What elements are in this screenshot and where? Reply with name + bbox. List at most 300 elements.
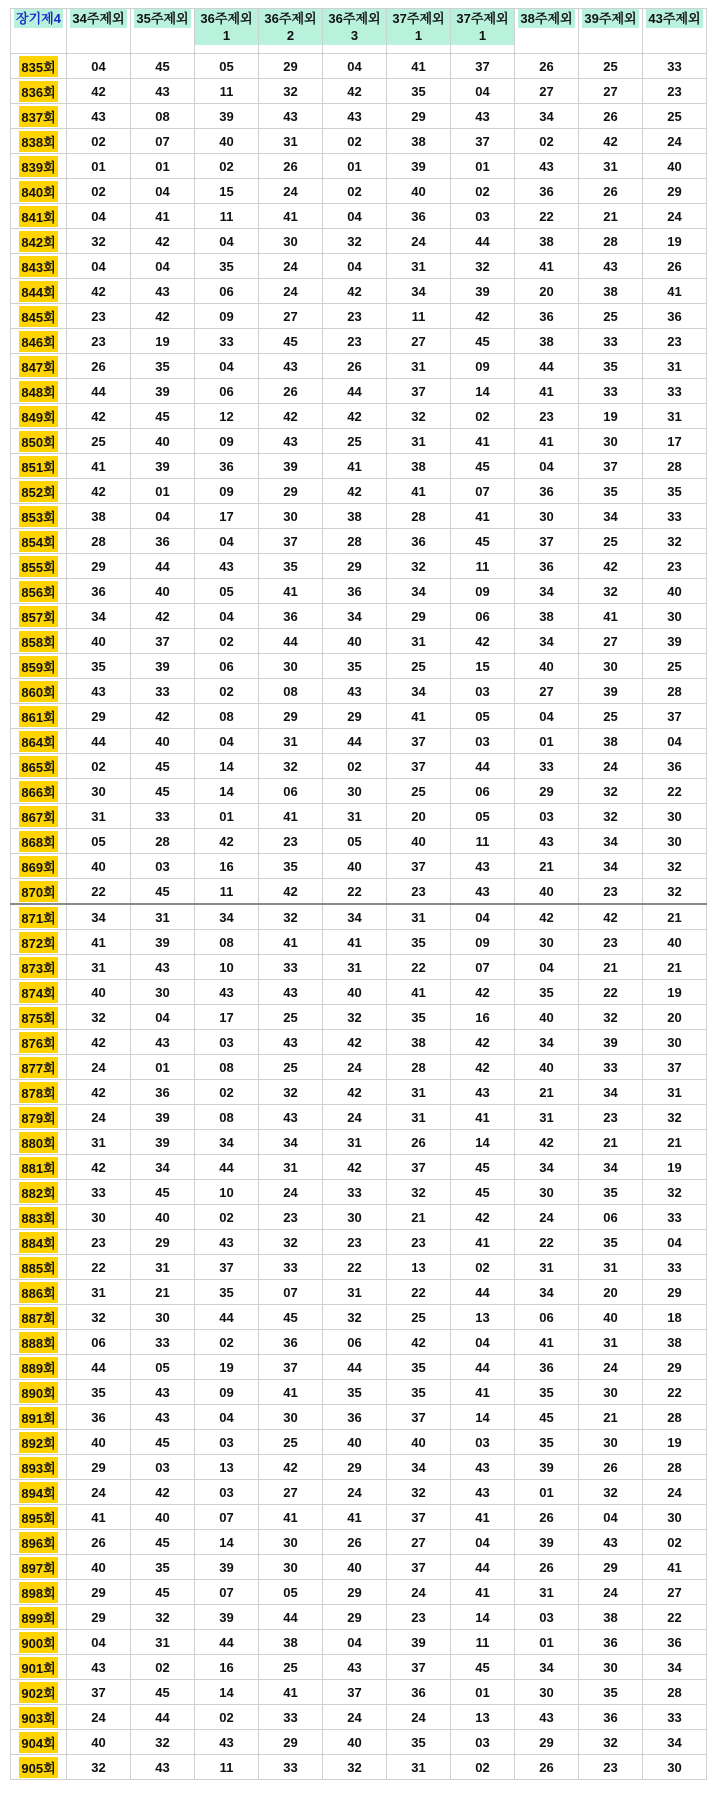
number-cell[interactable]: 31	[387, 429, 451, 454]
number-cell[interactable]: 42	[323, 1155, 387, 1180]
number-cell[interactable]: 39	[643, 629, 707, 654]
number-cell[interactable]: 11	[195, 204, 259, 229]
number-cell[interactable]: 06	[451, 779, 515, 804]
number-cell[interactable]: 29	[259, 54, 323, 79]
number-cell[interactable]: 43	[515, 829, 579, 854]
number-cell[interactable]: 32	[579, 1730, 643, 1755]
number-cell[interactable]: 30	[579, 1380, 643, 1405]
number-cell[interactable]: 33	[643, 379, 707, 404]
number-cell[interactable]: 36	[323, 579, 387, 604]
number-cell[interactable]: 32	[387, 554, 451, 579]
number-cell[interactable]: 32	[579, 779, 643, 804]
number-cell[interactable]: 38	[515, 329, 579, 354]
round-cell[interactable]	[11, 379, 67, 404]
number-cell[interactable]: 40	[515, 1055, 579, 1080]
number-cell[interactable]: 35	[515, 1430, 579, 1455]
number-cell[interactable]: 40	[67, 1430, 131, 1455]
number-cell[interactable]: 27	[643, 1580, 707, 1605]
number-cell[interactable]: 25	[579, 529, 643, 554]
round-cell[interactable]	[11, 1605, 67, 1630]
number-cell[interactable]: 30	[579, 429, 643, 454]
number-cell[interactable]: 24	[259, 254, 323, 279]
number-cell[interactable]: 06	[195, 279, 259, 304]
round-cell[interactable]	[11, 504, 67, 529]
number-cell[interactable]: 04	[67, 204, 131, 229]
number-cell[interactable]: 03	[451, 679, 515, 704]
number-cell[interactable]: 30	[579, 1430, 643, 1455]
number-cell[interactable]: 39	[387, 1630, 451, 1655]
number-cell[interactable]: 30	[259, 1405, 323, 1430]
number-cell[interactable]: 30	[643, 1505, 707, 1530]
number-cell[interactable]: 29	[67, 1605, 131, 1630]
number-cell[interactable]: 44	[451, 754, 515, 779]
number-cell[interactable]: 26	[323, 354, 387, 379]
number-cell[interactable]: 27	[515, 679, 579, 704]
number-cell[interactable]: 14	[195, 1530, 259, 1555]
number-cell[interactable]: 40	[131, 579, 195, 604]
number-cell[interactable]: 44	[515, 354, 579, 379]
number-cell[interactable]: 25	[259, 1655, 323, 1680]
number-cell[interactable]: 43	[323, 104, 387, 129]
number-cell[interactable]: 11	[195, 1755, 259, 1780]
number-cell[interactable]: 39	[195, 104, 259, 129]
header-cell[interactable]: 35주제외	[131, 9, 195, 54]
number-cell[interactable]: 42	[579, 129, 643, 154]
number-cell[interactable]: 06	[195, 379, 259, 404]
number-cell[interactable]: 40	[323, 1730, 387, 1755]
number-cell[interactable]: 04	[451, 79, 515, 104]
number-cell[interactable]: 26	[387, 1130, 451, 1155]
number-cell[interactable]: 28	[67, 529, 131, 554]
number-cell[interactable]: 43	[259, 104, 323, 129]
number-cell[interactable]: 34	[579, 1080, 643, 1105]
number-cell[interactable]: 32	[323, 1005, 387, 1030]
number-cell[interactable]: 35	[579, 479, 643, 504]
number-cell[interactable]: 31	[579, 1330, 643, 1355]
number-cell[interactable]: 32	[323, 1305, 387, 1330]
number-cell[interactable]: 02	[195, 679, 259, 704]
number-cell[interactable]: 42	[451, 1055, 515, 1080]
number-cell[interactable]: 31	[387, 1080, 451, 1105]
number-cell[interactable]: 03	[515, 804, 579, 829]
number-cell[interactable]: 04	[515, 955, 579, 980]
number-cell[interactable]: 25	[259, 1055, 323, 1080]
number-cell[interactable]: 22	[323, 1255, 387, 1280]
number-cell[interactable]: 29	[323, 1455, 387, 1480]
number-cell[interactable]: 41	[131, 204, 195, 229]
number-cell[interactable]: 41	[451, 429, 515, 454]
number-cell[interactable]: 38	[515, 604, 579, 629]
round-cell[interactable]	[11, 529, 67, 554]
number-cell[interactable]: 13	[451, 1705, 515, 1730]
number-cell[interactable]: 36	[515, 1355, 579, 1380]
round-cell[interactable]	[11, 129, 67, 154]
round-cell[interactable]	[11, 1080, 67, 1105]
number-cell[interactable]: 36	[323, 1405, 387, 1430]
number-cell[interactable]: 05	[259, 1580, 323, 1605]
number-cell[interactable]: 40	[515, 654, 579, 679]
number-cell[interactable]: 41	[323, 1505, 387, 1530]
round-cell[interactable]	[11, 704, 67, 729]
number-cell[interactable]: 32	[67, 1755, 131, 1780]
number-cell[interactable]: 16	[195, 1655, 259, 1680]
number-cell[interactable]: 36	[67, 579, 131, 604]
number-cell[interactable]: 05	[195, 579, 259, 604]
number-cell[interactable]: 40	[643, 154, 707, 179]
number-cell[interactable]: 08	[131, 104, 195, 129]
number-cell[interactable]: 32	[643, 529, 707, 554]
round-cell[interactable]	[11, 479, 67, 504]
number-cell[interactable]: 21	[131, 1280, 195, 1305]
number-cell[interactable]: 22	[515, 1230, 579, 1255]
number-cell[interactable]: 32	[643, 1105, 707, 1130]
round-cell[interactable]	[11, 930, 67, 955]
number-cell[interactable]: 45	[451, 529, 515, 554]
number-cell[interactable]: 02	[67, 754, 131, 779]
number-cell[interactable]: 36	[131, 1080, 195, 1105]
number-cell[interactable]: 38	[579, 1605, 643, 1630]
number-cell[interactable]: 38	[579, 729, 643, 754]
number-cell[interactable]: 43	[131, 279, 195, 304]
number-cell[interactable]: 10	[195, 955, 259, 980]
number-cell[interactable]: 24	[579, 1580, 643, 1605]
number-cell[interactable]: 43	[131, 79, 195, 104]
number-cell[interactable]: 43	[451, 1080, 515, 1105]
number-cell[interactable]: 06	[195, 654, 259, 679]
number-cell[interactable]: 42	[387, 1330, 451, 1355]
number-cell[interactable]: 35	[387, 79, 451, 104]
number-cell[interactable]: 40	[67, 1555, 131, 1580]
round-cell[interactable]	[11, 654, 67, 679]
number-cell[interactable]: 24	[387, 1580, 451, 1605]
number-cell[interactable]: 43	[259, 429, 323, 454]
number-cell[interactable]: 31	[579, 1255, 643, 1280]
number-cell[interactable]: 08	[195, 1105, 259, 1130]
round-cell[interactable]	[11, 604, 67, 629]
number-cell[interactable]: 30	[131, 980, 195, 1005]
number-cell[interactable]: 07	[259, 1280, 323, 1305]
number-cell[interactable]: 32	[579, 1480, 643, 1505]
number-cell[interactable]: 21	[643, 955, 707, 980]
number-cell[interactable]: 25	[643, 654, 707, 679]
number-cell[interactable]: 40	[323, 980, 387, 1005]
round-cell[interactable]	[11, 204, 67, 229]
number-cell[interactable]: 32	[259, 754, 323, 779]
number-cell[interactable]: 22	[67, 1255, 131, 1280]
number-cell[interactable]: 21	[579, 204, 643, 229]
number-cell[interactable]: 36	[579, 1705, 643, 1730]
number-cell[interactable]: 34	[323, 604, 387, 629]
number-cell[interactable]: 24	[387, 1705, 451, 1730]
number-cell[interactable]: 37	[387, 1655, 451, 1680]
number-cell[interactable]: 32	[387, 1180, 451, 1205]
number-cell[interactable]: 39	[515, 1455, 579, 1480]
number-cell[interactable]: 41	[387, 479, 451, 504]
header-cell[interactable]: 34주제외	[67, 9, 131, 54]
number-cell[interactable]: 41	[643, 1555, 707, 1580]
number-cell[interactable]: 14	[451, 1130, 515, 1155]
header-cell[interactable]: 36주제외2	[259, 9, 323, 54]
number-cell[interactable]: 04	[451, 1330, 515, 1355]
round-cell[interactable]	[11, 1630, 67, 1655]
number-cell[interactable]: 34	[387, 579, 451, 604]
number-cell[interactable]: 27	[259, 1480, 323, 1505]
number-cell[interactable]: 04	[67, 254, 131, 279]
number-cell[interactable]: 37	[387, 1155, 451, 1180]
number-cell[interactable]: 16	[451, 1005, 515, 1030]
number-cell[interactable]: 32	[387, 404, 451, 429]
number-cell[interactable]: 05	[131, 1355, 195, 1380]
number-cell[interactable]: 42	[131, 1480, 195, 1505]
number-cell[interactable]: 07	[195, 1505, 259, 1530]
number-cell[interactable]: 25	[643, 104, 707, 129]
round-cell[interactable]	[11, 1505, 67, 1530]
number-cell[interactable]: 30	[259, 654, 323, 679]
number-cell[interactable]: 09	[451, 579, 515, 604]
number-cell[interactable]: 40	[643, 930, 707, 955]
number-cell[interactable]: 37	[259, 529, 323, 554]
number-cell[interactable]: 25	[579, 54, 643, 79]
number-cell[interactable]: 35	[195, 1280, 259, 1305]
number-cell[interactable]: 31	[387, 1755, 451, 1780]
number-cell[interactable]: 32	[259, 1230, 323, 1255]
number-cell[interactable]: 29	[323, 554, 387, 579]
number-cell[interactable]: 28	[643, 679, 707, 704]
number-cell[interactable]: 38	[323, 504, 387, 529]
number-cell[interactable]: 30	[323, 1205, 387, 1230]
number-cell[interactable]: 43	[195, 1230, 259, 1255]
number-cell[interactable]: 23	[579, 1755, 643, 1780]
number-cell[interactable]: 02	[195, 629, 259, 654]
number-cell[interactable]: 03	[515, 1605, 579, 1630]
number-cell[interactable]: 31	[515, 1105, 579, 1130]
number-cell[interactable]: 43	[259, 1105, 323, 1130]
number-cell[interactable]: 26	[579, 1455, 643, 1480]
number-cell[interactable]: 37	[195, 1255, 259, 1280]
number-cell[interactable]: 30	[579, 654, 643, 679]
number-cell[interactable]: 29	[643, 1280, 707, 1305]
number-cell[interactable]: 26	[67, 1530, 131, 1555]
number-cell[interactable]: 33	[323, 1180, 387, 1205]
number-cell[interactable]: 43	[259, 980, 323, 1005]
header-cell[interactable]: 43주제외	[643, 9, 707, 54]
number-cell[interactable]: 34	[515, 104, 579, 129]
number-cell[interactable]: 35	[515, 1380, 579, 1405]
number-cell[interactable]: 24	[67, 1705, 131, 1730]
number-cell[interactable]: 34	[387, 279, 451, 304]
number-cell[interactable]: 23	[643, 79, 707, 104]
number-cell[interactable]: 08	[195, 704, 259, 729]
number-cell[interactable]: 42	[323, 404, 387, 429]
number-cell[interactable]: 31	[67, 1280, 131, 1305]
number-cell[interactable]: 41	[259, 930, 323, 955]
number-cell[interactable]: 42	[451, 1030, 515, 1055]
round-cell[interactable]	[11, 904, 67, 930]
number-cell[interactable]: 36	[643, 1630, 707, 1655]
number-cell[interactable]: 04	[131, 504, 195, 529]
number-cell[interactable]: 44	[451, 1555, 515, 1580]
number-cell[interactable]: 41	[387, 54, 451, 79]
number-cell[interactable]: 45	[451, 454, 515, 479]
number-cell[interactable]: 43	[131, 1380, 195, 1405]
number-cell[interactable]: 31	[515, 1580, 579, 1605]
number-cell[interactable]: 34	[67, 604, 131, 629]
round-cell[interactable]	[11, 1680, 67, 1705]
number-cell[interactable]: 10	[195, 1180, 259, 1205]
number-cell[interactable]: 19	[643, 1430, 707, 1455]
number-cell[interactable]: 32	[67, 1305, 131, 1330]
round-cell[interactable]	[11, 1330, 67, 1355]
round-cell[interactable]	[11, 254, 67, 279]
number-cell[interactable]: 29	[515, 779, 579, 804]
number-cell[interactable]: 22	[643, 779, 707, 804]
header-cell[interactable]: 36주제외3	[323, 9, 387, 54]
number-cell[interactable]: 29	[259, 1730, 323, 1755]
number-cell[interactable]: 03	[195, 1030, 259, 1055]
number-cell[interactable]: 37	[451, 129, 515, 154]
number-cell[interactable]: 03	[131, 854, 195, 879]
number-cell[interactable]: 30	[515, 1680, 579, 1705]
number-cell[interactable]: 40	[643, 579, 707, 604]
number-cell[interactable]: 42	[259, 1455, 323, 1480]
number-cell[interactable]: 45	[259, 1305, 323, 1330]
number-cell[interactable]: 01	[323, 154, 387, 179]
number-cell[interactable]: 29	[131, 1230, 195, 1255]
number-cell[interactable]: 22	[67, 879, 131, 905]
round-cell[interactable]	[11, 1530, 67, 1555]
number-cell[interactable]: 04	[579, 1505, 643, 1530]
number-cell[interactable]: 26	[67, 354, 131, 379]
number-cell[interactable]: 23	[643, 329, 707, 354]
number-cell[interactable]: 40	[131, 1205, 195, 1230]
number-cell[interactable]: 36	[387, 204, 451, 229]
number-cell[interactable]: 31	[387, 354, 451, 379]
round-cell[interactable]	[11, 429, 67, 454]
round-cell[interactable]	[11, 1280, 67, 1305]
number-cell[interactable]: 21	[643, 1130, 707, 1155]
number-cell[interactable]: 01	[131, 479, 195, 504]
number-cell[interactable]: 34	[515, 579, 579, 604]
number-cell[interactable]: 06	[515, 1305, 579, 1330]
number-cell[interactable]: 29	[67, 1455, 131, 1480]
number-cell[interactable]: 36	[643, 754, 707, 779]
number-cell[interactable]: 38	[515, 229, 579, 254]
round-cell[interactable]	[11, 1430, 67, 1455]
number-cell[interactable]: 11	[195, 879, 259, 905]
number-cell[interactable]: 40	[323, 854, 387, 879]
number-cell[interactable]: 37	[323, 1680, 387, 1705]
number-cell[interactable]: 39	[579, 1030, 643, 1055]
number-cell[interactable]: 31	[131, 904, 195, 930]
round-cell[interactable]	[11, 779, 67, 804]
number-cell[interactable]: 02	[195, 1330, 259, 1355]
number-cell[interactable]: 31	[259, 729, 323, 754]
number-cell[interactable]: 29	[67, 704, 131, 729]
round-cell[interactable]	[11, 229, 67, 254]
round-cell[interactable]	[11, 279, 67, 304]
number-cell[interactable]: 17	[195, 504, 259, 529]
number-cell[interactable]: 32	[579, 804, 643, 829]
round-cell[interactable]	[11, 1455, 67, 1480]
number-cell[interactable]: 35	[579, 1230, 643, 1255]
number-cell[interactable]: 09	[195, 304, 259, 329]
number-cell[interactable]: 31	[323, 804, 387, 829]
number-cell[interactable]: 42	[451, 1205, 515, 1230]
number-cell[interactable]: 21	[643, 904, 707, 930]
number-cell[interactable]: 34	[643, 1655, 707, 1680]
number-cell[interactable]: 31	[259, 129, 323, 154]
number-cell[interactable]: 06	[451, 604, 515, 629]
round-cell[interactable]	[11, 154, 67, 179]
number-cell[interactable]: 34	[579, 829, 643, 854]
number-cell[interactable]: 40	[131, 429, 195, 454]
number-cell[interactable]: 04	[323, 1630, 387, 1655]
number-cell[interactable]: 06	[579, 1205, 643, 1230]
number-cell[interactable]: 40	[67, 629, 131, 654]
number-cell[interactable]: 33	[579, 1055, 643, 1080]
number-cell[interactable]: 31	[387, 629, 451, 654]
number-cell[interactable]: 26	[259, 379, 323, 404]
number-cell[interactable]: 21	[579, 1405, 643, 1430]
number-cell[interactable]: 30	[515, 504, 579, 529]
number-cell[interactable]: 37	[387, 854, 451, 879]
number-cell[interactable]: 23	[579, 879, 643, 905]
round-cell[interactable]	[11, 1155, 67, 1180]
number-cell[interactable]: 30	[515, 1180, 579, 1205]
number-cell[interactable]: 02	[451, 1755, 515, 1780]
number-cell[interactable]: 32	[67, 229, 131, 254]
number-cell[interactable]: 38	[387, 1030, 451, 1055]
number-cell[interactable]: 35	[387, 1380, 451, 1405]
number-cell[interactable]: 43	[515, 1705, 579, 1730]
number-cell[interactable]: 43	[451, 1480, 515, 1505]
number-cell[interactable]: 34	[323, 904, 387, 930]
number-cell[interactable]: 24	[323, 1105, 387, 1130]
round-cell[interactable]	[11, 354, 67, 379]
number-cell[interactable]: 23	[259, 829, 323, 854]
number-cell[interactable]: 33	[515, 754, 579, 779]
number-cell[interactable]: 26	[643, 254, 707, 279]
number-cell[interactable]: 07	[451, 955, 515, 980]
number-cell[interactable]: 31	[643, 404, 707, 429]
number-cell[interactable]: 39	[195, 1605, 259, 1630]
number-cell[interactable]: 44	[195, 1630, 259, 1655]
number-cell[interactable]: 39	[515, 1530, 579, 1555]
number-cell[interactable]: 17	[643, 429, 707, 454]
number-cell[interactable]: 31	[643, 354, 707, 379]
number-cell[interactable]: 35	[643, 479, 707, 504]
number-cell[interactable]: 42	[515, 904, 579, 930]
number-cell[interactable]: 43	[451, 104, 515, 129]
number-cell[interactable]: 37	[451, 54, 515, 79]
number-cell[interactable]: 35	[131, 1555, 195, 1580]
round-cell[interactable]	[11, 1755, 67, 1780]
number-cell[interactable]: 31	[387, 904, 451, 930]
number-cell[interactable]: 33	[579, 329, 643, 354]
number-cell[interactable]: 40	[131, 729, 195, 754]
number-cell[interactable]: 22	[323, 879, 387, 905]
number-cell[interactable]: 44	[67, 729, 131, 754]
round-cell[interactable]	[11, 1555, 67, 1580]
number-cell[interactable]: 27	[387, 1530, 451, 1555]
number-cell[interactable]: 41	[387, 980, 451, 1005]
number-cell[interactable]: 02	[451, 1255, 515, 1280]
number-cell[interactable]: 04	[323, 254, 387, 279]
round-cell[interactable]	[11, 955, 67, 980]
number-cell[interactable]: 23	[387, 1230, 451, 1255]
round-cell[interactable]	[11, 1030, 67, 1055]
number-cell[interactable]: 35	[323, 1380, 387, 1405]
